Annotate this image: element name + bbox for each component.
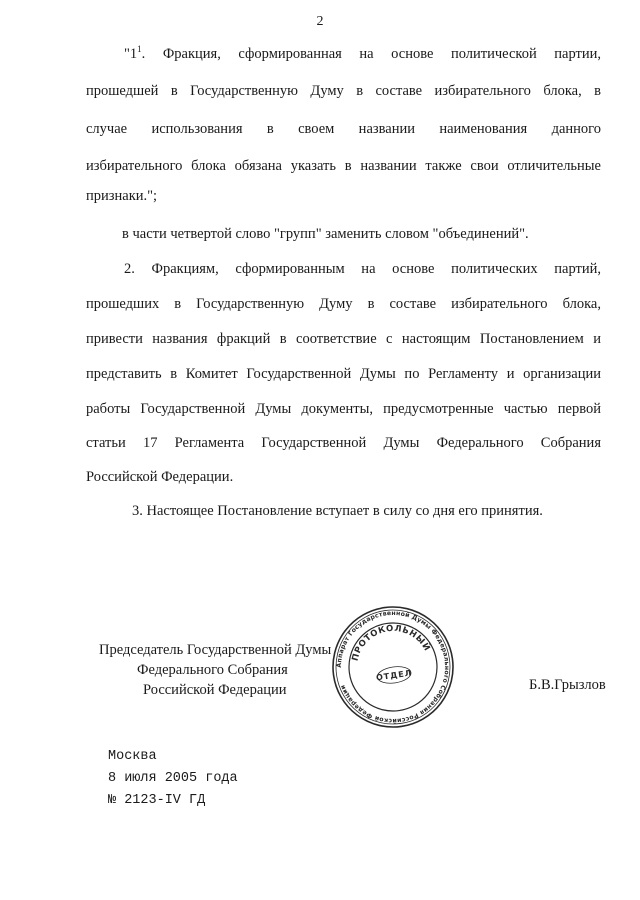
text-line: избирательного блока обязана указать в названии также свои отличительные [86, 158, 601, 174]
text-line: 2. Фракциям, сформированным на основе политических партий, [124, 261, 601, 277]
text-line: 3. Настоящее Постановление вступает в силу со дня его принятия. [132, 503, 543, 519]
document-date: 8 июля 2005 года [108, 771, 238, 786]
signatory-title [99, 640, 332, 700]
text-line: прошедших в Государственную Думу в составе избирательного блока, [86, 296, 601, 312]
place-of-signing: Москва [108, 749, 157, 764]
text-line: признаки."; [86, 188, 158, 204]
text-line: Российской Федерации. [86, 469, 234, 485]
svg-text:Аппарат Государственной Думы Ф: Аппарат Государственной Думы Федерального Собрания Российской Федерации [335, 609, 451, 725]
text-line: работы Государственной Думы документы, предусмотренные частью первой [86, 401, 601, 417]
text-line: в части четвертой слово "групп" заменить словом "объединений". [122, 226, 529, 242]
page-number: 2 [316, 14, 324, 29]
text-line: прошедшей в Государственную Думу в составе избирательного блока, в [86, 83, 601, 99]
svg-text:ОТДЕЛ: ОТДЕЛ [375, 668, 413, 683]
document-footer [108, 746, 238, 812]
signatory-title-line: Федерального Собрания [137, 662, 288, 678]
text-line: привести названия фракций в соответствие с настоящим Постановлением и [86, 331, 601, 347]
text-line: случае использования в своем названии наименования данного [86, 121, 601, 137]
text-line: статьи 17 Регламента Государственной Думы Федерального Собрания [86, 435, 601, 451]
signatory-title-line: Российской Федерации [143, 682, 287, 698]
document-number: № 2123-IV ГД [108, 793, 206, 808]
official-seal-stamp [331, 605, 455, 729]
svg-text:ПРОТОКОЛЬНЫЙ: ПРОТОКОЛЬНЫЙ [350, 623, 432, 663]
text-line: представить в Комитет Государственной Думы по Регламенту и организации [86, 366, 601, 382]
signatory-name: Б.В.Грызлов [529, 677, 606, 693]
text-line: "$1^1$. Фракция, сформированная на основе политической партии, [124, 44, 601, 62]
signatory-title-line: Председатель Государственной Думы [99, 642, 332, 658]
